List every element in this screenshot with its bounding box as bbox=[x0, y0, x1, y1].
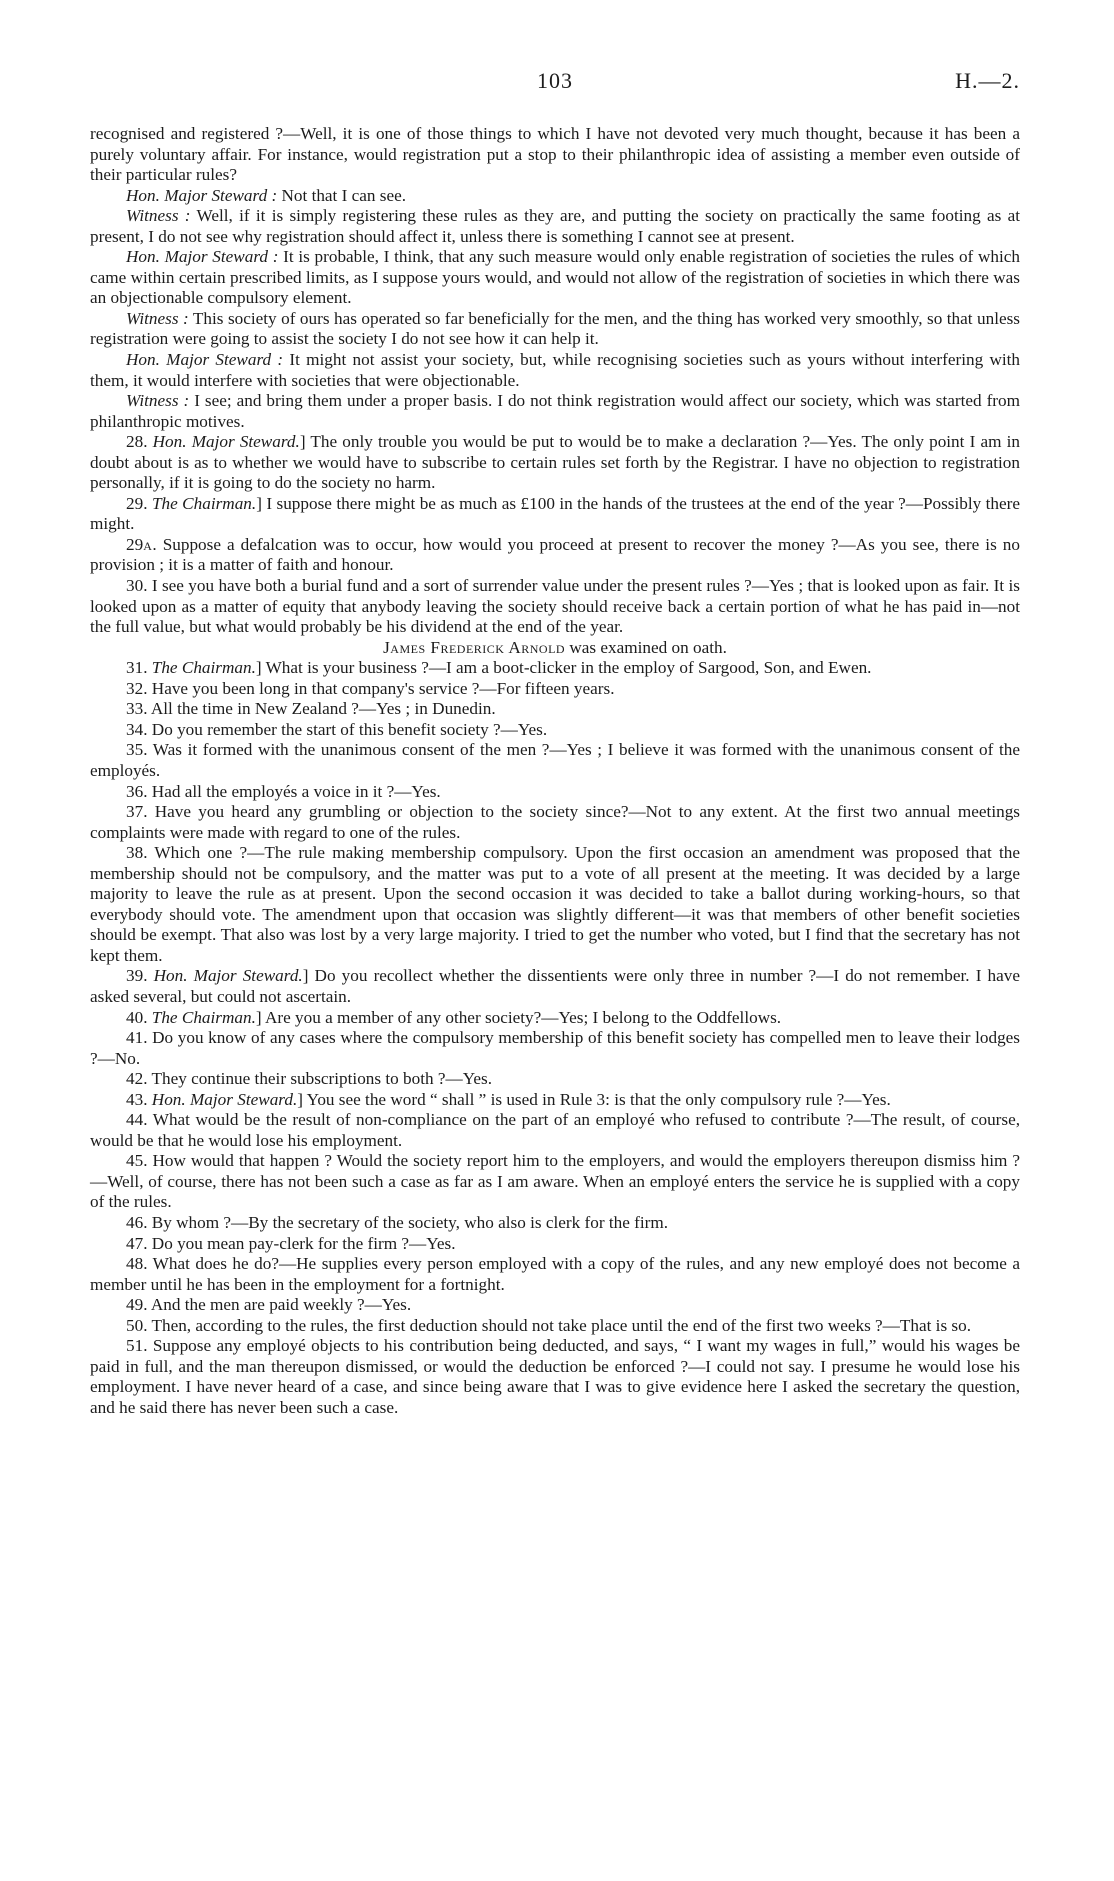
paragraph bbox=[90, 802, 1020, 843]
paragraph-text: 30. I see you have both a burial fund and a sort of surrender value under the present rules ?—Yes ; that is looked upon as fair. It is looked upon as a matter of equity that anybody leaving the society should receive back a certain portion of what he has paid in—not the full value, but what would probably be his dividend at the end of the year. bbox=[90, 576, 1020, 637]
paragraph bbox=[90, 1028, 1020, 1069]
paragraph-text: This society of ours has operated so far beneficially for the men, and the thing has worked very smoothly, so that unless registration were going to assist the society I do not see how it can help it. bbox=[90, 308, 1020, 349]
paragraph bbox=[90, 1008, 1020, 1029]
document-reference: H.—2. bbox=[955, 68, 1020, 93]
paragraph-text: ] Are you a member of any other society?—Yes; I belong to the Oddfellows. bbox=[255, 1007, 782, 1027]
paragraph bbox=[90, 1316, 1020, 1337]
paragraph bbox=[90, 1213, 1020, 1234]
paragraph-text: 32. Have you been long in that company's service ?—For fifteen years. bbox=[126, 678, 615, 698]
paragraph bbox=[90, 966, 1020, 1007]
page-number: 103 bbox=[537, 68, 573, 93]
paragraph bbox=[90, 1234, 1020, 1255]
paragraph-text: 38. Which one ?—The rule making membership compulsory. Upon the first occasion an amendment was proposed that the membership should not be compulsory, and the matter was put to a vote of all present at the meeting. It was decided by a large majority to leave the rule as at present. Upon the second occasion it was decided to take a ballot during working-hours, so that everybody should vote. The amendment upon that occasion was slightly different—it was that members of other benefit societies should be exempt. That also was lost by a very large majority. I tried to get the number who voted, but I find that the secretary has not kept them. bbox=[90, 843, 1020, 965]
paragraph-text: 41. Do you know of any cases where the compulsory membership of this benefit society has compelled men to leave their lodges ?—No. bbox=[90, 1028, 1020, 1068]
paragraph-text: ] I suppose there might be as much as £100 in the hands of the trustees at the end of the year ?—Possibly there might. bbox=[90, 493, 1021, 534]
paragraph-text: 29 bbox=[126, 534, 144, 554]
paragraph-text: Not that I can see. bbox=[277, 185, 407, 205]
paragraph bbox=[90, 186, 1020, 207]
paragraph bbox=[90, 1336, 1020, 1418]
paragraph bbox=[90, 1151, 1020, 1213]
page-header bbox=[90, 68, 1020, 98]
speaker-name: Hon. Major Steward : bbox=[126, 350, 284, 370]
witness-heading bbox=[90, 638, 1020, 659]
paragraph bbox=[90, 206, 1020, 247]
paragraph-text: ] What is your business ?—I am a boot-clicker in the employ of Sargood, Son, and Ewen. bbox=[255, 658, 872, 678]
paragraph-text: It is probable, I think, that any such measure would only enable registration of societies the rules of which came within certain prescribed limits, as I suppose yours would, and would not allow of the registration of societies in which there was an objectionable compulsory element. bbox=[90, 247, 1020, 308]
paragraph bbox=[90, 1069, 1020, 1090]
paragraph bbox=[90, 1254, 1020, 1295]
paragraph-text: 31. bbox=[126, 658, 152, 678]
paragraph-text: 48. What does he do?—He supplies every person employed with a copy of the rules, and any new employé does not become a member until he has been in the employment for a fortnight. bbox=[90, 1254, 1020, 1294]
paragraph-text: 43. bbox=[126, 1089, 152, 1109]
paragraph bbox=[90, 432, 1020, 494]
paragraph-text: was examined on oath. bbox=[565, 637, 727, 657]
paragraph bbox=[90, 535, 1020, 576]
speaker-name: The Chairman. bbox=[151, 493, 257, 513]
paragraph bbox=[90, 350, 1020, 391]
paragraph bbox=[90, 782, 1020, 803]
paragraph-text: 42. They continue their subscriptions to both ?—Yes. bbox=[126, 1069, 493, 1089]
paragraph bbox=[90, 720, 1020, 741]
speaker-name: Hon. Major Steward. bbox=[152, 432, 300, 452]
paragraph bbox=[90, 247, 1020, 309]
paragraph bbox=[90, 658, 1020, 679]
paragraph-text: 51. Suppose any employé objects to his contribution being deducted, and says, “ I want my wages in full,” would his wages be paid in full, and the man thereupon dismissed, or would the deduction be enforced ?—I could not say. I presume he would lose his employment. I have never heard of a case, and since being aware that I was to give evidence here I asked the secretary the question, and he said there has never been such a case. bbox=[90, 1336, 1020, 1417]
paragraph-text: 44. What would be the result of non-compliance on the part of an employé who refused to contribute ?—The result, of course, would be that he would lose his employment. bbox=[90, 1110, 1020, 1150]
paragraph-text: 40. bbox=[126, 1007, 152, 1027]
speaker-name: Witness : bbox=[126, 206, 191, 226]
paragraph bbox=[90, 124, 1020, 186]
paragraph-text: 50. Then, according to the rules, the first deduction should not take place until the end of the first two weeks ?—That is so. bbox=[126, 1315, 972, 1335]
paragraph-text: Well, if it is simply registering these rules as they are, and putting the society on practically the same footing as at present, I do not see why registration should affect it, unless there is something I cannot see at present. bbox=[90, 206, 1020, 246]
paragraph-text: 37. Have you heard any grumbling or objection to the society since?—Not to any extent. At the first two annual meetings complaints were made with regard to one of the rules. bbox=[90, 802, 1020, 842]
paragraph-text: 34. Do you remember the start of this benefit society ?—Yes. bbox=[126, 719, 548, 739]
paragraph bbox=[90, 679, 1020, 700]
paragraph-text: 39. bbox=[126, 966, 154, 986]
paragraph-text: It might not assist your society, but, while recognising societies such as yours without interfering with them, it would interfere with societies that were objectionable. bbox=[90, 350, 1020, 390]
paragraph bbox=[90, 843, 1020, 966]
paragraph-text: ] Do you recollect whether the dissentients were only three in number ?—I do not remember. I have asked several, but could not ascertain. bbox=[90, 966, 1020, 1006]
speaker-name: Hon. Major Steward. bbox=[151, 1089, 298, 1109]
paragraph-text: 47. Do you mean pay-clerk for the firm ?—Yes. bbox=[126, 1233, 456, 1253]
speaker-name: Witness : bbox=[126, 308, 189, 328]
document-body bbox=[90, 124, 1020, 1418]
paragraph-text: ] You see the word “ shall ” is used in Rule 3: is that the only compulsory rule ?—Yes. bbox=[297, 1089, 891, 1109]
paragraph-text: ] The only trouble you would be put to would be to make a declaration ?—Yes. The only point I am in doubt about is as to whether we would have to subscribe to certain rules set forth by the Registrar. I have no objection to registration personally, if it is going to do the society no harm. bbox=[90, 432, 1020, 493]
speaker-name: Hon. Major Steward : bbox=[126, 247, 279, 267]
paragraph-text: 49. And the men are paid weekly ?—Yes. bbox=[126, 1295, 412, 1315]
small-caps-text: James Frederick Arnold bbox=[383, 637, 566, 657]
paragraph bbox=[90, 309, 1020, 350]
paragraph-text: 46. By whom ?—By the secretary of the society, who also is clerk for the firm. bbox=[126, 1212, 669, 1232]
paragraph bbox=[90, 1090, 1020, 1111]
small-caps-text: a bbox=[143, 534, 153, 554]
paragraph bbox=[90, 740, 1020, 781]
paragraph bbox=[90, 391, 1020, 432]
paragraph bbox=[90, 576, 1020, 638]
speaker-name: Hon. Major Steward : bbox=[126, 185, 278, 205]
paragraph-text: 33. All the time in New Zealand ?—Yes ; in Dunedin. bbox=[126, 699, 496, 719]
paragraph bbox=[90, 1295, 1020, 1316]
speaker-name: The Chairman. bbox=[151, 658, 256, 678]
paragraph bbox=[90, 1110, 1020, 1151]
paragraph bbox=[90, 494, 1020, 535]
paragraph-text: 29. bbox=[126, 493, 152, 513]
paragraph-text: 28. bbox=[126, 432, 153, 452]
paragraph-text: recognised and registered ?—Well, it is one of those things to which I have not devoted very much thought, because it has been a purely voluntary affair. For instance, would registration put a stop to their philanthropic idea of assisting a member even outside of their particular rules? bbox=[90, 124, 1020, 185]
paragraph-text: 45. How would that happen ? Would the society report him to the employers, and would the employers thereupon dismiss him ?—Well, of course, there has not been such a case as far as I am aware. When an employé enters the service he is supplied with a copy of the rules. bbox=[90, 1151, 1020, 1212]
paragraph-text: 35. Was it formed with the unanimous consent of the men ?—Yes ; I believe it was formed with the unanimous consent of the employés. bbox=[90, 740, 1020, 780]
speaker-name: Witness : bbox=[126, 391, 190, 411]
paragraph bbox=[90, 699, 1020, 720]
paragraph-text: I see; and bring them under a proper basis. I do not think registration would affect our society, which was started from philanthropic motives. bbox=[90, 391, 1020, 431]
speaker-name: The Chairman. bbox=[151, 1007, 256, 1027]
speaker-name: Hon. Major Steward. bbox=[153, 966, 303, 986]
paragraph-text: . Suppose a defalcation was to occur, how would you proceed at present to recover the money ?—As you see, there is no provision ; it is a matter of faith and honour. bbox=[90, 534, 1020, 575]
paragraph-text: 36. Had all the employés a voice in it ?—Yes. bbox=[126, 781, 441, 801]
